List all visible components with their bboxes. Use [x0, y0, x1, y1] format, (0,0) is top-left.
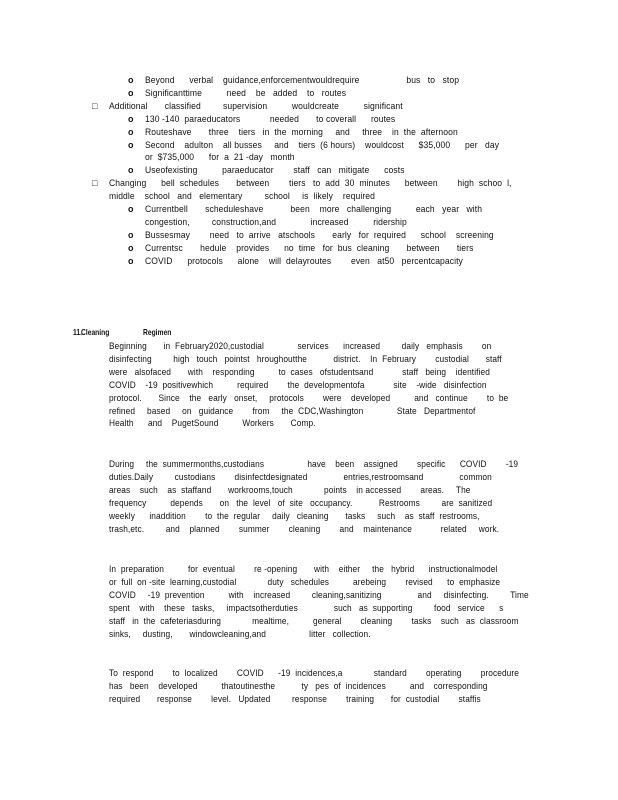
- paragraph-line: spent with these tasks, impactsotherduties such as supporting food service s: [109, 602, 504, 613]
- paragraph-line: refined based on guidance from the CDC,Washington State Departmentof: [109, 405, 476, 416]
- hollow-bullet-icon: o: [128, 229, 134, 240]
- hollow-bullet-icon: o: [128, 87, 134, 98]
- paragraph-line: areas such as staffand workrooms,touch points in accessed areas. The: [109, 484, 471, 495]
- list-item-text: Additional classified supervision wouldcreate significant: [109, 100, 403, 111]
- list-item-text: middle school and elementary school is likely required: [109, 191, 375, 202]
- paragraph-line: In preparation for eventual re -opening with either the hybrid instructionalmodel: [109, 564, 498, 574]
- list-item-text: Currentsc hedule provides no time for bus cleaning between tiers: [145, 242, 474, 253]
- list-item-text: Beyond verbal guidance,enforcementwouldrequire bus to stop: [145, 75, 460, 85]
- hollow-bullet-icon: o: [128, 255, 134, 266]
- list-item-text: 130 -140 paraeducators needed to coverall routes: [145, 113, 396, 124]
- paragraph-line: To respond to localized COVID -19 incidences,a standard operating procedure: [109, 668, 519, 678]
- hollow-bullet-icon: o: [128, 126, 134, 137]
- paragraph-line: disinfecting high touch pointst hroughoutthe district. In February custodial staff: [109, 353, 502, 364]
- paragraph-line: COVID -19 positivewhich required the developmentofa site -wide disinfection: [109, 379, 487, 390]
- list-item-text: Changing bell schedules between tiers to add 30 minutes between high schoo l,: [109, 178, 512, 189]
- square-bullet-icon: □: [92, 100, 98, 111]
- section-title-regimen: Regimen: [143, 328, 172, 337]
- paragraph-line: Health and PugetSound Workers Comp.: [109, 418, 316, 429]
- paragraph-line: or full on -site learning,custodial duty schedules arebeing revised to emphasize: [109, 576, 501, 587]
- list-item-text: Currentbell scheduleshave been more challenging each year with: [145, 204, 483, 214]
- paragraph-line: weekly inaddition to the regular daily cleaning tasks such as staff restrooms,: [109, 510, 480, 521]
- list-item-text: Second adulton all busses and tiers (6 hours) wouldcost $35,000 per day: [145, 139, 500, 150]
- section-number: 11.: [73, 328, 82, 337]
- paragraph-line: were alsofaced with responding to cases ofstudentsand staff being identified: [109, 366, 490, 377]
- square-bullet-icon: □: [92, 178, 98, 189]
- paragraph-line: staff in the cafeteriasduring mealtime, general cleaning tasks such as classroom: [109, 615, 519, 626]
- hollow-bullet-icon: o: [128, 204, 134, 214]
- paragraph-line: trash,etc. and planned summer cleaning and maintenance related work.: [109, 523, 500, 534]
- list-item-text: Bussesmay need to arrive atschools early for required school screening: [145, 229, 494, 240]
- paragraph-line: COVID -19 prevention with increased cleaning,sanitizing and disinfecting. Time: [109, 589, 529, 600]
- paragraph-line: During the summermonths,custodians have been assigned specific COVID -19: [109, 459, 519, 469]
- list-item-text: congestion, construction,and increased ridership: [145, 216, 407, 227]
- list-item-text: COVID protocols alone will delayroutes even at50 percentcapacity: [145, 255, 463, 266]
- list-item-text: Useofexisting paraeducator staff can mitigate costs: [145, 165, 405, 176]
- list-item-text: Routeshave three tiers in the morning and three in the afternoon: [145, 126, 458, 137]
- paragraph-line: Beginning in February2020,custodial services increased daily emphasis on: [109, 341, 492, 351]
- paragraph-line: sinks, dusting, windowcleaning,and litter collection.: [109, 628, 371, 639]
- paragraph-line: protocol. Since the early onset, protocols were developed and continue to be: [109, 392, 509, 403]
- paragraph-line: required response level. Updated response training for custodial staffis: [109, 693, 481, 704]
- paragraph-line: has been developed thatoutinesthe ty pes of incidences and corresponding: [109, 680, 488, 691]
- paragraph-line: frequency depends on the level of site occupancy. Restrooms are sanitized: [109, 497, 493, 508]
- section-title-cleaning: Cleaning: [81, 328, 110, 337]
- hollow-bullet-icon: o: [128, 165, 134, 176]
- list-item-text: Significanttime need be added to routes: [145, 87, 347, 98]
- hollow-bullet-icon: o: [128, 75, 134, 85]
- paragraph-line: duties.Daily custodians disinfectdesignated entries,restroomsand common: [109, 471, 492, 482]
- hollow-bullet-icon: o: [128, 113, 134, 124]
- hollow-bullet-icon: o: [128, 139, 134, 150]
- hollow-bullet-icon: o: [128, 242, 134, 253]
- list-item-text: or $735,000 for a 21 -day month: [145, 152, 295, 163]
